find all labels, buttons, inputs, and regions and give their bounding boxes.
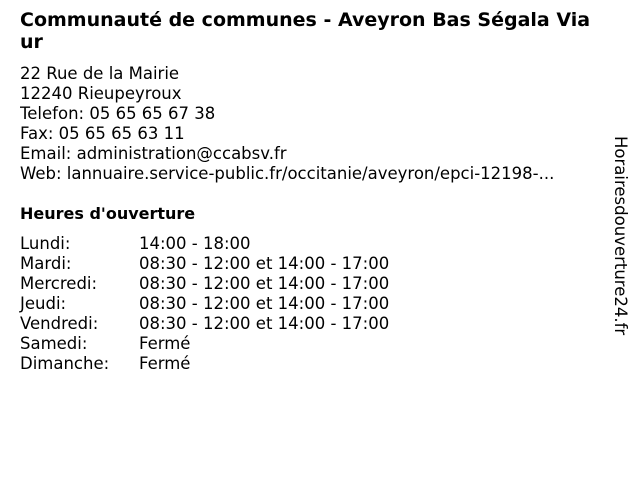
hours-day-label: Dimanche:: [20, 354, 110, 373]
hours-day-label: Mardi:: [20, 254, 72, 273]
hours-day-label: Lundi:: [20, 234, 71, 253]
hours-row-mardi: [20, 254, 610, 274]
street-address: 22 Rue de la Mairie: [20, 64, 180, 83]
hours-day-label: Vendredi:: [20, 314, 99, 333]
hours-time: 14:00 - 18:00: [139, 234, 251, 253]
hours-time: 08:30 - 12:00 et 14:00 - 17:00: [139, 274, 390, 293]
hours-row-jeudi: [20, 294, 610, 314]
hours-time: 08:30 - 12:00 et 14:00 - 17:00: [139, 254, 390, 273]
opening-hours-table: [20, 234, 610, 374]
site-watermark: Horairesdouverture24.fr: [611, 136, 630, 336]
hours-day-label: Samedi:: [20, 334, 88, 353]
hours-day-label: Jeudi:: [20, 294, 67, 313]
hours-time: 08:30 - 12:00 et 14:00 - 17:00: [139, 314, 390, 333]
page-title: Communauté de communes - Aveyron Bas Ségala Viaur: [20, 9, 591, 53]
hours-day-label: Mercredi:: [20, 274, 98, 293]
fax-number: Fax: 05 65 65 63 11: [20, 124, 185, 143]
hours-time: 08:30 - 12:00 et 14:00 - 17:00: [139, 294, 390, 313]
web-address: Web: lannuaire.service-public.fr/occitanie/aveyron/epci-12198-...: [20, 164, 555, 183]
email-address: Email: administration@ccabsv.fr: [20, 144, 287, 163]
city-postal: 12240 Rieupeyroux: [20, 84, 182, 103]
hours-heading: Heures d'ouverture: [20, 204, 196, 223]
hours-time: Fermé: [139, 354, 191, 373]
hours-row-vendredi: [20, 314, 610, 334]
hours-row-mercredi: [20, 274, 610, 294]
hours-time: Fermé: [139, 334, 191, 353]
hours-row-samedi: [20, 334, 610, 354]
address-block: [20, 64, 610, 184]
hours-row-lundi: [20, 234, 610, 254]
hours-row-dimanche: [20, 354, 610, 374]
phone-number: Telefon: 05 65 65 67 38: [20, 104, 216, 123]
